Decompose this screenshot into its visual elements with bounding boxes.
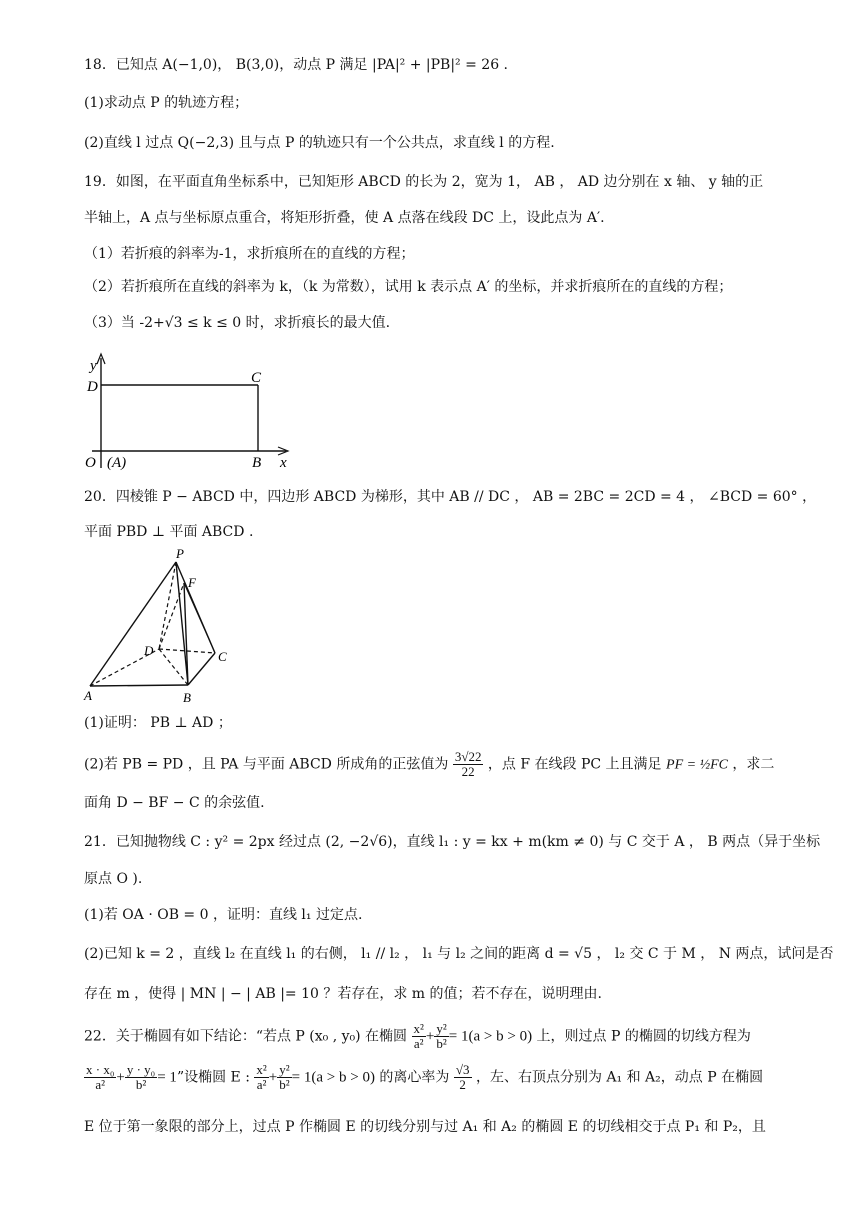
problem-22-line-2: $\frac{\text{x · x₀}}{\text{a²}}$ + $\frac{\text{y · y₀}}{\text{b²}}$ = 1”设椭圆 E : $\frac{\text{x²}}{\text{a²}}$ + $\frac{\text{y²}}{\text{b²}}$ = 1(a > b > 0) 的离心率为 $\frac{√3}{2}$ ，左、右顶点分别为 A₁ 和 A₂，动点 P 在椭圆 xyxy=(86,1062,764,1092)
label-A: A xyxy=(84,688,92,703)
label-D: D xyxy=(144,643,154,658)
problem-18-stem: 18．已知点 A(−1,0)， B(3,0)，动点 P 满足 |PA|² + |PB|² = 26 . xyxy=(84,57,509,73)
problem-18-part-2: (2)直线 l 过点 Q(−2,3) 且与点 P 的轨迹只有一个公共点，求直线 l 的方程. xyxy=(84,135,555,151)
label-B: B xyxy=(252,455,262,471)
figure-pyramid xyxy=(80,545,240,707)
frac-num: x² xyxy=(256,1062,267,1077)
frac-den: b² xyxy=(135,1077,147,1092)
frac-den: a² xyxy=(413,1036,424,1051)
problem-19-part-3: （3）当 -2+√3 ≤ k ≤ 0 时，求折痕长的最大值. xyxy=(84,315,391,331)
figure-rectangle-axes xyxy=(80,350,300,475)
problem-22-line-1: 22．关于椭圆有如下结论：“若点 P (x₀ , y₀) 在椭圆 $\frac{\text{x²}}{\text{a²}}$ + $\frac{\text{y²}}{\text{b²}}$ = 1(a > b > 0) 上，则过点 P 的椭圆的切线方程为 xyxy=(84,1021,751,1051)
ellipse-tail: = 1(a > b > 0) xyxy=(448,1028,533,1045)
edge-PA xyxy=(90,562,176,686)
sine-fraction xyxy=(453,750,484,779)
problem-21-part-1: (1)若 OA · OB = 0 ，证明：直线 l₁ 过定点. xyxy=(84,907,363,923)
frac-num: √3 xyxy=(455,1062,470,1077)
edge-FC xyxy=(184,583,215,653)
problem-20-stem-line-2: 平面 PBD ⊥ 平面 ABCD . xyxy=(84,524,254,540)
label-C: C xyxy=(218,649,227,664)
problem-21-stem-line-2: 原点 O ). xyxy=(84,871,143,887)
line-1-text-b: 上，则过点 P 的椭圆的切线方程为 xyxy=(536,1028,751,1045)
y-axis-label: y xyxy=(90,358,97,374)
problem-21-part-2-line-1: (2)已知 k = 2 ，直线 l₂ 在直线 l₁ 的右侧， l₁ // l₂ ， l₁ 与 l₂ 之间的距离 d = √5 ， l₂ 交 C 于 M ， N 两点，试问是否 xyxy=(84,946,834,962)
frac-den: b² xyxy=(436,1036,447,1051)
eccentricity-frac xyxy=(454,1063,472,1092)
sine-fraction-num: 3√22 xyxy=(454,749,482,764)
line-2-text-d: ，左、右顶点分别为 A₁ 和 A₂，动点 P 在椭圆 xyxy=(475,1069,764,1086)
edge-AB xyxy=(90,685,188,686)
frac-den: a² xyxy=(95,1077,106,1092)
label-C: C xyxy=(251,370,262,386)
label-B: B xyxy=(183,690,191,705)
line-1-text-a: 22．关于椭圆有如下结论：“若点 P (x₀ , y₀) 在椭圆 xyxy=(84,1028,408,1045)
line-2-text-b: ”设椭圆 E : xyxy=(176,1069,250,1086)
x-axis-label: x xyxy=(280,455,287,471)
problem-20-part-1: (1)证明： PB ⊥ AD ； xyxy=(84,715,232,731)
sine-fraction-den: 22 xyxy=(461,764,475,779)
frac-den: 2 xyxy=(459,1077,466,1092)
edge-BC xyxy=(188,653,215,685)
problem-19-part-1: （1）若折痕的斜率为-1，求折痕所在的直线的方程； xyxy=(84,246,415,262)
frac-num: y · y₀ xyxy=(126,1062,156,1077)
part-2-text-b: ，点 F 在线段 PC 上且满足 xyxy=(487,756,662,773)
tangent-frac-y xyxy=(125,1063,157,1092)
problem-21-part-2-line-2: 存在 m ，使得 | MN | − | AB |= 10 ？若存在，求 m 的值；若不存在，说明理由. xyxy=(84,986,602,1002)
ellipse-frac-x xyxy=(412,1022,426,1051)
part-2-text-c: ，求二 xyxy=(732,756,775,773)
tangent-tail: = 1 xyxy=(157,1069,177,1086)
label-F: F xyxy=(188,575,196,590)
label-A: (A) xyxy=(107,455,127,471)
frac-num: x · x₀ xyxy=(86,1062,115,1077)
problem-20-part-2-line-2: 面角 D − BF − C 的余弦值. xyxy=(84,795,265,811)
ellipse-e-tail: = 1(a > b > 0) xyxy=(291,1069,375,1086)
frac-num: y² xyxy=(279,1062,290,1077)
problem-19-stem-line-2: 半轴上，A 点与坐标原点重合，将矩形折叠，使 A 点落在线段 DC 上，设此点为 A′. xyxy=(84,210,605,226)
problem-19-part-2: （2）若折痕所在直线的斜率为 k，（k 为常数），试用 k 表示点 A′ 的坐标，并求折痕所在的直线的方程； xyxy=(84,279,733,295)
problem-22-line-3: E 位于第一象限的部分上，过点 P 作椭圆 E 的切线分别与过 A₁ 和 A₂ 的椭圆 E 的切线相交于点 P₁ 和 P₂，且 xyxy=(84,1119,766,1135)
part-2-text-a: (2)若 PB = PD ，且 PA 与平面 ABCD 所成角的正弦值为 xyxy=(84,756,449,773)
edge-DB xyxy=(159,649,188,685)
frac-den: a² xyxy=(256,1077,267,1092)
edge-DF xyxy=(159,583,184,649)
label-P: P xyxy=(176,546,184,561)
line-2-text-c: 的离心率为 xyxy=(379,1069,450,1086)
ellipse-e-frac-x xyxy=(254,1063,268,1092)
ellipse-frac-y xyxy=(434,1022,448,1051)
frac-num: y² xyxy=(436,1021,447,1036)
problem-21-stem-line-1: 21．已知抛物线 C : y² = 2px 经过点 (2, −2√6)，直线 l₁ : y = kx + m(km ≠ 0) 与 C 交于 A ， B 两点（异于坐标 xyxy=(84,834,821,850)
problem-18-part-1: (1)求动点 P 的轨迹方程； xyxy=(84,95,249,111)
frac-den: b² xyxy=(279,1077,290,1092)
problem-20-stem-line-1: 20．四棱锥 P − ABCD 中，四边形 ABCD 为梯形，其中 AB // DC ， AB = 2BC = 2CD = 4 ， ∠BCD = 60° ， xyxy=(84,489,817,505)
tangent-frac-x xyxy=(84,1063,116,1092)
frac-num: x² xyxy=(413,1021,424,1036)
ellipse-e-frac-y xyxy=(277,1063,291,1092)
label-O: O xyxy=(85,455,96,471)
problem-19-stem-line-1: 19．如图，在平面直角坐标系中，已知矩形 ABCD 的长为 2，宽为 1， AB ， AD 边分别在 x 轴、 y 轴的正 xyxy=(84,174,764,190)
label-D: D xyxy=(87,379,98,395)
problem-20-part-2-line-1 xyxy=(84,750,774,779)
vector-relation: PF = ½FC xyxy=(666,757,728,773)
